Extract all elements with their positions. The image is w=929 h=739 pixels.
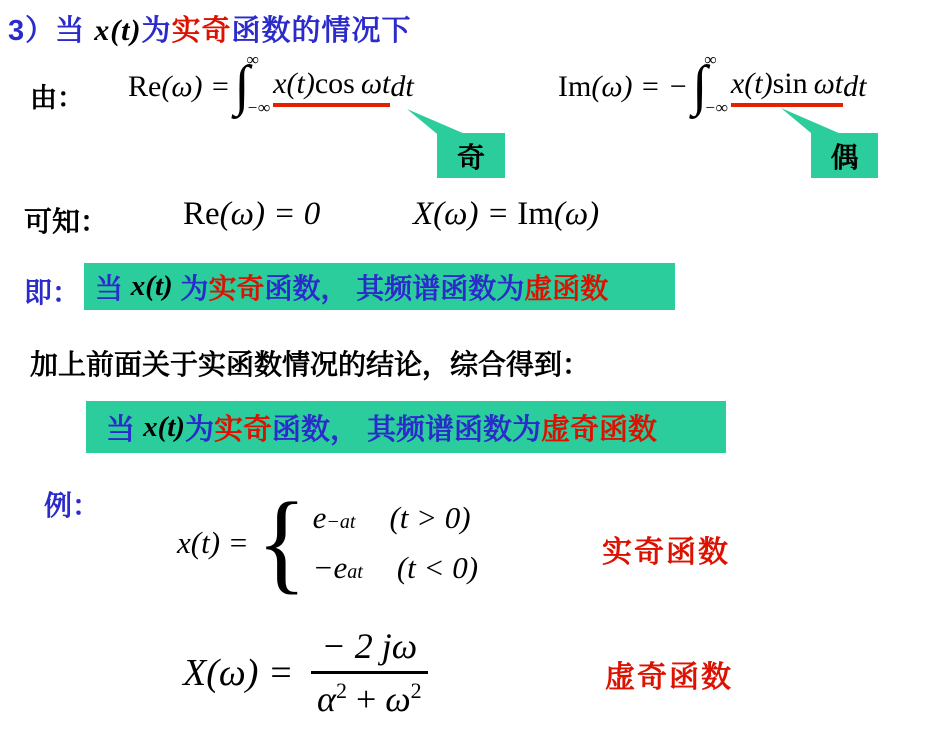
statement-box-2 [86, 401, 726, 453]
box2-seg-1: 当 [106, 413, 144, 446]
piecewise-rows [313, 500, 478, 586]
equation-re-zero [183, 196, 320, 233]
Xw-x: X [183, 651, 207, 694]
row2-base: −e [312, 550, 348, 586]
den-plus: + [346, 679, 386, 719]
re-dt: dt [390, 70, 414, 103]
re-xt: x(t) [273, 67, 315, 101]
fraction-denominator [311, 671, 428, 720]
eq1-re: Re [183, 196, 220, 232]
box1-seg-5: 函数， [264, 272, 357, 304]
re-omega-t: ωt [360, 67, 391, 101]
integral-lower-limit: −∞ [704, 98, 728, 117]
title-seg-5: 函数的情况下 [231, 15, 412, 47]
row2-exponent: at [347, 561, 363, 584]
integral-sign: ∫ [691, 55, 708, 118]
im-lhs: (ω) = − [591, 70, 688, 103]
label-known: 可知： [24, 206, 109, 237]
integral-symbol [234, 50, 271, 118]
box1-seg-6: 其频谱函数为 [356, 272, 525, 304]
eq2-x: X [413, 196, 434, 232]
eq2-rest: (ω) [553, 196, 600, 232]
piecewise-brace: { [256, 480, 307, 605]
den-omega: ω [385, 679, 411, 719]
row1-exponent: −at [326, 511, 356, 534]
box2-seg-4: 实奇 [213, 413, 272, 446]
xt-lhs: x(t) = [177, 525, 249, 561]
im-omega-t: ωt [813, 67, 844, 101]
re-cos: cos [314, 67, 355, 101]
fraction [308, 625, 432, 720]
im-sin: sin [772, 67, 808, 101]
im-function-name: Im [558, 70, 592, 103]
row1-condition: (t > 0) [389, 500, 471, 536]
piecewise-row-2 [313, 550, 478, 586]
integral-upper-limit: ∞ [246, 50, 259, 69]
label-imaginary-odd-function: 虚奇函数 [605, 661, 733, 694]
den-alpha: α [317, 679, 336, 719]
integral-symbol [691, 50, 728, 118]
title-xt-math: x(t) [94, 14, 142, 47]
piecewise-row-1 [313, 500, 478, 536]
den-alpha-sq: 2 [335, 678, 347, 703]
formula-xt-piecewise [177, 480, 479, 605]
integral-lower-limit: −∞ [246, 98, 271, 117]
integral-limits [246, 50, 271, 117]
box2-xt-math: x(t) [143, 410, 185, 443]
title-seg-4: 实奇 [171, 15, 232, 47]
fraction-numerator: − 2 jω [321, 626, 418, 666]
statement-box-1 [84, 263, 675, 310]
label-example: 例： [44, 490, 101, 521]
equation-x-equals-im [413, 196, 599, 233]
label-given: 由： [30, 83, 84, 113]
paragraph-conclusion-intro: 加上前面关于实函数情况的结论，综合得到： [30, 349, 591, 380]
re-function-name: Re [128, 70, 162, 103]
im-xt: x(t) [730, 67, 773, 101]
formula-im-omega [558, 50, 867, 118]
box1-xt-math: x(t) [130, 270, 173, 302]
integral-limits [704, 50, 728, 117]
re-underlined-integrand [273, 67, 390, 107]
den-omega-sq: 2 [410, 678, 422, 703]
odd-callout-pointer [407, 109, 465, 134]
title-seg-1: 3）当 [8, 15, 95, 47]
formula-re-omega [128, 50, 414, 118]
box1-seg-4: 实奇 [208, 272, 265, 304]
row2-condition: (t < 0) [396, 550, 479, 586]
page-title [8, 8, 412, 49]
formula-x-omega [183, 625, 431, 720]
eq2-mid: (ω) = [433, 196, 518, 232]
re-lhs: (ω) = [161, 70, 231, 103]
Xw-lhs-rest: (ω) = [206, 651, 294, 694]
eq1-rest: (ω) = 0 [219, 196, 321, 232]
label-real-odd-function: 实奇函数 [602, 536, 730, 569]
im-underlined-integrand [731, 67, 843, 107]
im-dt: dt [843, 70, 867, 103]
odd-callout-box: 奇 [437, 133, 505, 178]
integral-sign: ∫ [234, 55, 250, 118]
row1-base: e [312, 500, 327, 536]
box1-seg-3: 为 [172, 272, 209, 304]
box1-seg-1: 当 [95, 272, 131, 304]
box2-seg-7: 虚奇函数 [541, 413, 658, 446]
even-callout-box: 偶 [811, 133, 878, 178]
label-namely: 即： [24, 277, 81, 308]
box2-seg-3: 为 [184, 413, 214, 446]
eq2-im: Im [517, 196, 554, 232]
title-seg-3: 为 [141, 15, 172, 47]
box2-seg-6: 其频谱函数为 [367, 413, 542, 446]
box1-seg-7: 虚函数 [524, 272, 609, 304]
integral-upper-limit: ∞ [704, 50, 717, 69]
box2-seg-5: 函数， [271, 413, 368, 446]
